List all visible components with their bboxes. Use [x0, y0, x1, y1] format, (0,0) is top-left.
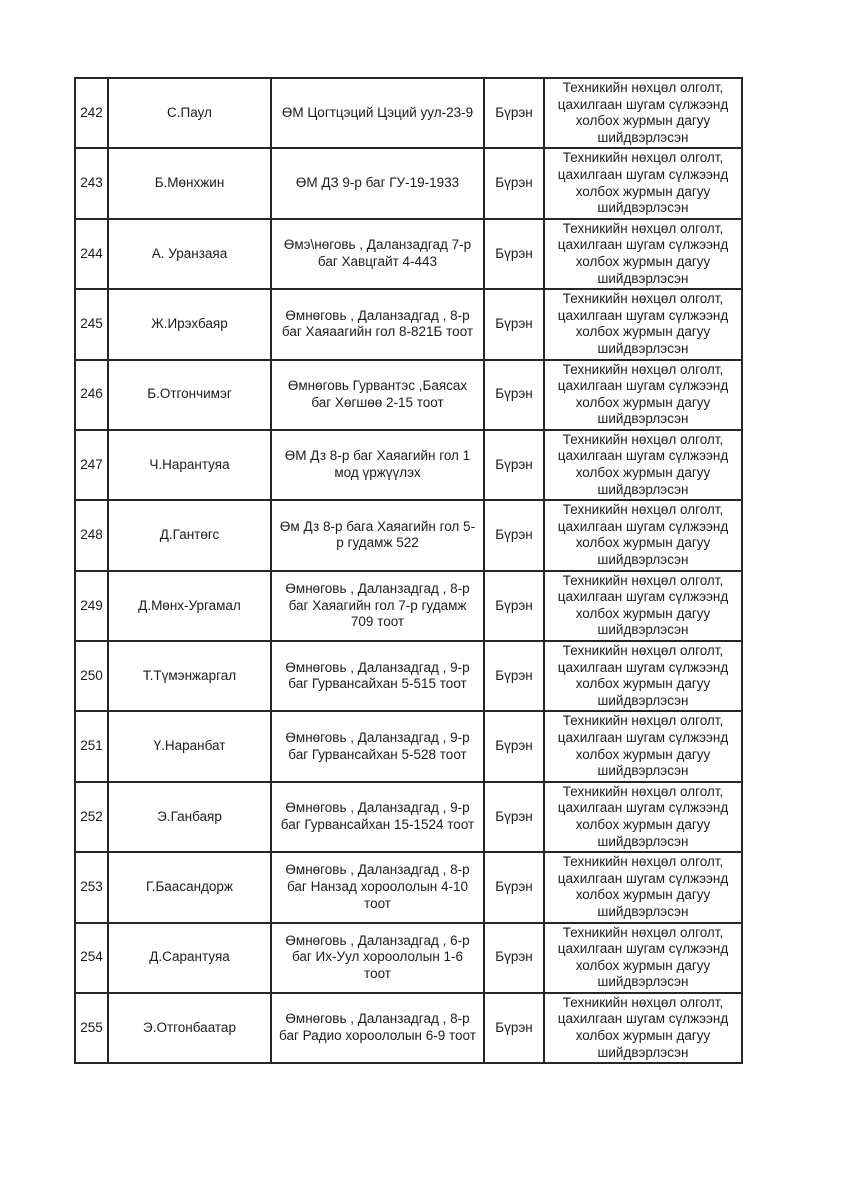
status-cell: Бүрэн — [484, 148, 544, 218]
status-cell: Бүрэн — [484, 289, 544, 359]
name-cell: Э.Ганбаяр — [108, 782, 271, 852]
table-row — [75, 923, 742, 993]
row-number-cell: 249 — [75, 571, 108, 641]
status-cell: Бүрэн — [484, 852, 544, 922]
row-number-cell: 251 — [75, 711, 108, 781]
name-cell: Г.Баасандорж — [108, 852, 271, 922]
decision-cell: Техникийн нөхцөл олголт, цахилгаан шугам сүлжээнд холбох журмын дагуу шийдвэрлэсэн — [544, 571, 742, 641]
row-number-cell: 244 — [75, 219, 108, 289]
status-cell: Бүрэн — [484, 360, 544, 430]
name-cell: Э.Отгонбаатар — [108, 993, 271, 1063]
row-number-cell: 250 — [75, 641, 108, 711]
address-cell: Өмнөговь , Даланзадгад , 8-р баг Хаяагийн гол 7-р гудамж 709 тоот — [271, 571, 484, 641]
decision-cell: Техникийн нөхцөл олголт, цахилгаан шугам сүлжээнд холбох журмын дагуу шийдвэрлэсэн — [544, 711, 742, 781]
status-cell: Бүрэн — [484, 993, 544, 1063]
name-cell: Д.Мөнх-Ургамал — [108, 571, 271, 641]
address-cell: Өмнөговь , Даланзадгад , 8-р баг Радио хороололын 6-9 тоот — [271, 993, 484, 1063]
row-number-cell: 253 — [75, 852, 108, 922]
registry-table — [74, 77, 743, 1064]
decision-cell: Техникийн нөхцөл олголт, цахилгаан шугам сүлжээнд холбох журмын дагуу шийдвэрлэсэн — [544, 782, 742, 852]
table-row — [75, 571, 742, 641]
status-cell: Бүрэн — [484, 782, 544, 852]
row-number-cell: 248 — [75, 500, 108, 570]
row-number-cell: 242 — [75, 78, 108, 148]
decision-cell: Техникийн нөхцөл олголт, цахилгаан шугам сүлжээнд холбох журмын дагуу шийдвэрлэсэн — [544, 219, 742, 289]
address-cell: Өмнөговь , Даланзадгад , 8-р баг Хаяаагийн гол 8-821Б тоот — [271, 289, 484, 359]
table-row — [75, 78, 742, 148]
status-cell: Бүрэн — [484, 641, 544, 711]
table-row — [75, 500, 742, 570]
table-row — [75, 148, 742, 218]
row-number-cell: 247 — [75, 430, 108, 500]
table-row — [75, 711, 742, 781]
address-cell: ӨМ ДЗ 9-р баг ГУ-19-1933 — [271, 148, 484, 218]
status-cell: Бүрэн — [484, 571, 544, 641]
row-number-cell: 246 — [75, 360, 108, 430]
status-cell: Бүрэн — [484, 500, 544, 570]
decision-cell: Техникийн нөхцөл олголт, цахилгаан шугам сүлжээнд холбох журмын дагуу шийдвэрлэсэн — [544, 500, 742, 570]
name-cell: А. Уранзаяа — [108, 219, 271, 289]
decision-cell: Техникийн нөхцөл олголт, цахилгаан шугам сүлжээнд холбох журмын дагуу шийдвэрлэсэн — [544, 148, 742, 218]
name-cell: Б.Отгончимэг — [108, 360, 271, 430]
decision-cell: Техникийн нөхцөл олголт, цахилгаан шугам сүлжээнд холбох журмын дагуу шийдвэрлэсэн — [544, 78, 742, 148]
name-cell: Д.Сарантуяа — [108, 923, 271, 993]
address-cell: Өм Дз 8-р бага Хаяагийн гол 5-р гудамж 522 — [271, 500, 484, 570]
address-cell: Өмнөговь , Даланзадгад , 9-р баг Гурвансайхан 5-528 тоот — [271, 711, 484, 781]
status-cell: Бүрэн — [484, 711, 544, 781]
name-cell: Ү.Наранбат — [108, 711, 271, 781]
decision-cell: Техникийн нөхцөл олголт, цахилгаан шугам сүлжээнд холбох журмын дагуу шийдвэрлэсэн — [544, 360, 742, 430]
row-number-cell: 255 — [75, 993, 108, 1063]
address-cell: Өмэ\нөговь , Даланзадгад 7-р баг Хавцгайт 4-443 — [271, 219, 484, 289]
address-cell: Өмнөговь , Даланзадгад , 6-р баг Их-Уул хороололын 1-6 тоот — [271, 923, 484, 993]
table-row — [75, 782, 742, 852]
name-cell: Т.Түмэнжаргал — [108, 641, 271, 711]
row-number-cell: 245 — [75, 289, 108, 359]
decision-cell: Техникийн нөхцөл олголт, цахилгаан шугам сүлжээнд холбох журмын дагуу шийдвэрлэсэн — [544, 923, 742, 993]
address-cell: Өмнөговь , Даланзадгад , 8-р баг Нанзад хороололын 4-10 тоот — [271, 852, 484, 922]
address-cell: ӨМ Дз 8-р баг Хаяагийн гол 1 мод үржүүлэх — [271, 430, 484, 500]
address-cell: Өмнөговь , Даланзадгад , 9-р баг Гурвансайхан 15-1524 тоот — [271, 782, 484, 852]
decision-cell: Техникийн нөхцөл олголт, цахилгаан шугам сүлжээнд холбох журмын дагуу шийдвэрлэсэн — [544, 852, 742, 922]
address-cell: Өмнөговь , Даланзадгад , 9-р баг Гурвансайхан 5-515 тоот — [271, 641, 484, 711]
name-cell: С.Паул — [108, 78, 271, 148]
address-cell: ӨМ Цогтцэций Цэций уул-23-9 — [271, 78, 484, 148]
row-number-cell: 252 — [75, 782, 108, 852]
address-cell: Өмнөговь Гурвантэс ,Баясах баг Хөгшөө 2-15 тоот — [271, 360, 484, 430]
decision-cell: Техникийн нөхцөл олголт, цахилгаан шугам сүлжээнд холбох журмын дагуу шийдвэрлэсэн — [544, 289, 742, 359]
row-number-cell: 254 — [75, 923, 108, 993]
decision-cell: Техникийн нөхцөл олголт, цахилгаан шугам сүлжээнд холбох журмын дагуу шийдвэрлэсэн — [544, 641, 742, 711]
status-cell: Бүрэн — [484, 219, 544, 289]
name-cell: Б.Мөнхжин — [108, 148, 271, 218]
name-cell: Ч.Нарантуяа — [108, 430, 271, 500]
name-cell: Ж.Ирэхбаяр — [108, 289, 271, 359]
table-row — [75, 430, 742, 500]
status-cell: Бүрэн — [484, 430, 544, 500]
table-row — [75, 993, 742, 1063]
table-row — [75, 289, 742, 359]
table-row — [75, 852, 742, 922]
decision-cell: Техникийн нөхцөл олголт, цахилгаан шугам сүлжээнд холбох журмын дагуу шийдвэрлэсэн — [544, 993, 742, 1063]
table-row — [75, 641, 742, 711]
name-cell: Д.Гантөгс — [108, 500, 271, 570]
decision-cell: Техникийн нөхцөл олголт, цахилгаан шугам сүлжээнд холбох журмын дагуу шийдвэрлэсэн — [544, 430, 742, 500]
table-row — [75, 360, 742, 430]
status-cell: Бүрэн — [484, 923, 544, 993]
table-body — [75, 78, 742, 1063]
row-number-cell: 243 — [75, 148, 108, 218]
table-row — [75, 219, 742, 289]
status-cell: Бүрэн — [484, 78, 544, 148]
